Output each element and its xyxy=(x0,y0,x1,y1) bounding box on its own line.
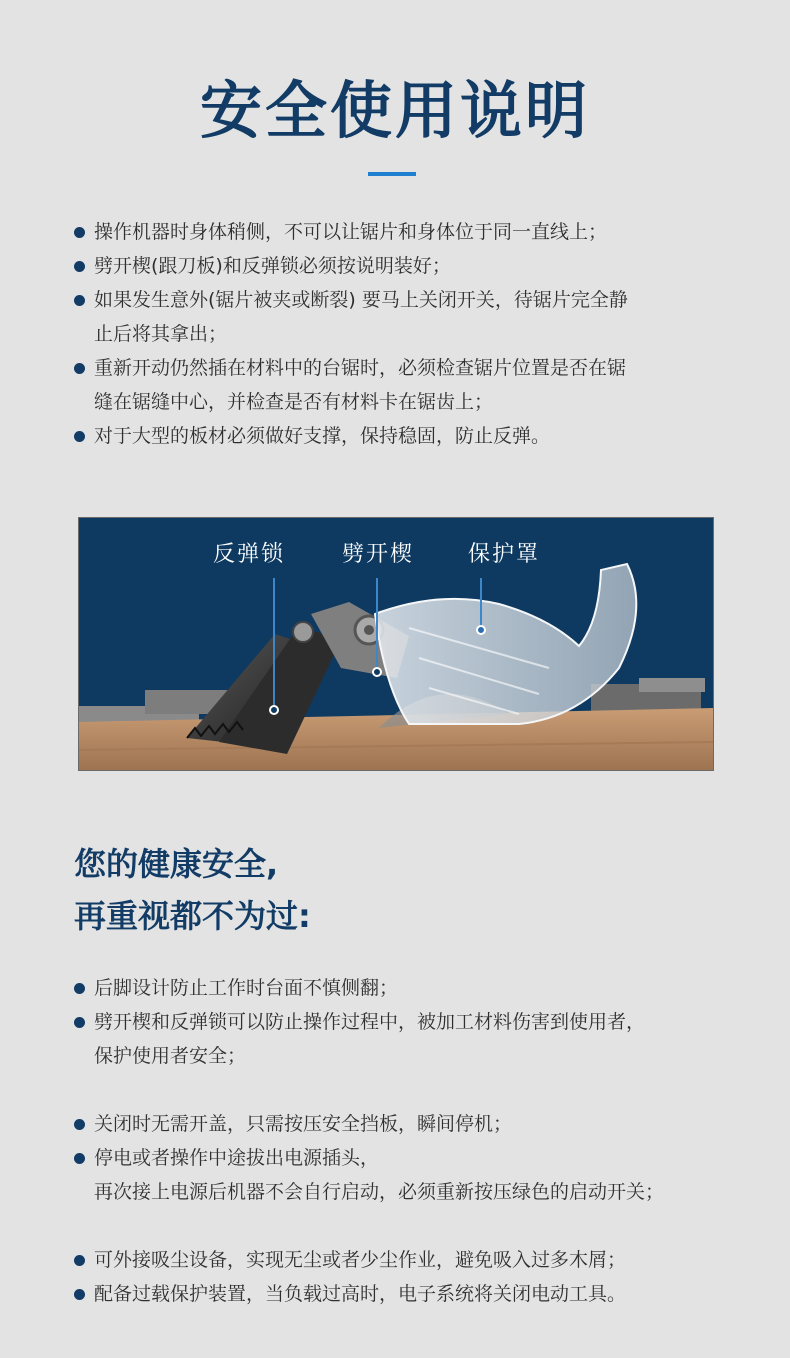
label-blade-guard: 保护罩 xyxy=(468,542,541,567)
bullet-dot-icon xyxy=(74,363,85,374)
list-spacer xyxy=(72,1209,732,1243)
list-item xyxy=(72,1005,732,1073)
bullet-dot-icon xyxy=(74,1119,85,1130)
bullet-dot-icon xyxy=(74,295,85,306)
list-item xyxy=(72,1243,732,1277)
list-item-text: 重新开动仍然插在材料中的台锯时，必须检查锯片位置是否在锯 xyxy=(94,357,627,379)
list-item-text: 操作机器时身体稍侧，不可以让锯片和身体位于同一直线上； xyxy=(94,221,608,243)
list-item-text: 后脚设计防止工作时台面不慎侧翻； xyxy=(94,977,399,999)
saw-guard-illustration xyxy=(78,517,714,771)
section-heading-line-2: 再重视都不为过: xyxy=(74,897,311,935)
list-item xyxy=(72,283,732,351)
callout-dot-riving-knife xyxy=(373,668,381,676)
list-item xyxy=(72,1141,732,1209)
list-item-text: 再次接上电源后机器不会自行启动，必须重新按压绿色的启动开关； xyxy=(94,1181,665,1203)
bullet-dot-icon xyxy=(74,1153,85,1164)
bullet-dot-icon xyxy=(74,431,85,442)
list-item xyxy=(72,419,732,453)
list-item xyxy=(72,351,732,419)
list-item-text: 劈开楔和反弹锁可以防止操作过程中，被加工材料伤害到使用者， xyxy=(94,1011,646,1033)
list-item-text: 可外接吸尘设备，实现无尘或者少尘作业，避免吸入过多木屑； xyxy=(94,1249,627,1271)
label-riving-knife: 劈开楔 xyxy=(342,542,415,567)
page-title: 安全使用说明 xyxy=(199,74,590,147)
bullet-dot-icon xyxy=(74,1255,85,1266)
list-item xyxy=(72,215,732,249)
list-item xyxy=(72,249,732,283)
list-item-text: 对于大型的板材必须做好支撑，保持稳固，防止反弹。 xyxy=(94,425,551,447)
bullet-dot-icon xyxy=(74,983,85,994)
section-heading xyxy=(74,838,311,942)
list-item xyxy=(72,971,732,1005)
list-item-text: 如果发生意外(锯片被夹或断裂) 要马上关闭开关，待锯片完全静 xyxy=(94,289,628,311)
list-item xyxy=(72,1107,732,1141)
bullet-dot-icon xyxy=(74,227,85,238)
list-spacer xyxy=(72,1073,732,1107)
fence-cap-right xyxy=(639,678,705,692)
callout-dot-anti-kickback xyxy=(270,706,278,714)
callout-dot-blade-guard xyxy=(477,626,485,634)
list-item-text: 缝在锯缝中心，并检查是否有材料卡在锯齿上； xyxy=(94,391,494,413)
label-anti-kickback: 反弹锁 xyxy=(213,542,286,567)
list-item-text: 止后将其拿出； xyxy=(94,323,228,345)
list-item-text: 配备过载保护装置，当负载过高时，电子系统将关闭电动工具。 xyxy=(94,1283,627,1305)
list-item-text: 保护使用者安全； xyxy=(94,1045,247,1067)
pivot-bolt xyxy=(293,622,313,642)
knob-center xyxy=(364,625,374,635)
list-item-text: 关闭时无需开盖，只需按压安全挡板，瞬间停机； xyxy=(94,1113,513,1135)
safety-features-list xyxy=(72,971,732,1311)
section-heading-line-1: 您的健康安全, xyxy=(74,845,279,883)
bullet-dot-icon xyxy=(74,1017,85,1028)
list-item-text: 停电或者操作中途拔出电源插头， xyxy=(94,1147,380,1169)
list-item xyxy=(72,1277,732,1311)
list-item-text: 劈开楔(跟刀板)和反弹锁必须按说明装好； xyxy=(94,255,451,277)
bullet-dot-icon xyxy=(74,261,85,272)
safety-instructions-list xyxy=(72,215,732,453)
bullet-dot-icon xyxy=(74,1289,85,1300)
title-underline xyxy=(368,172,416,176)
